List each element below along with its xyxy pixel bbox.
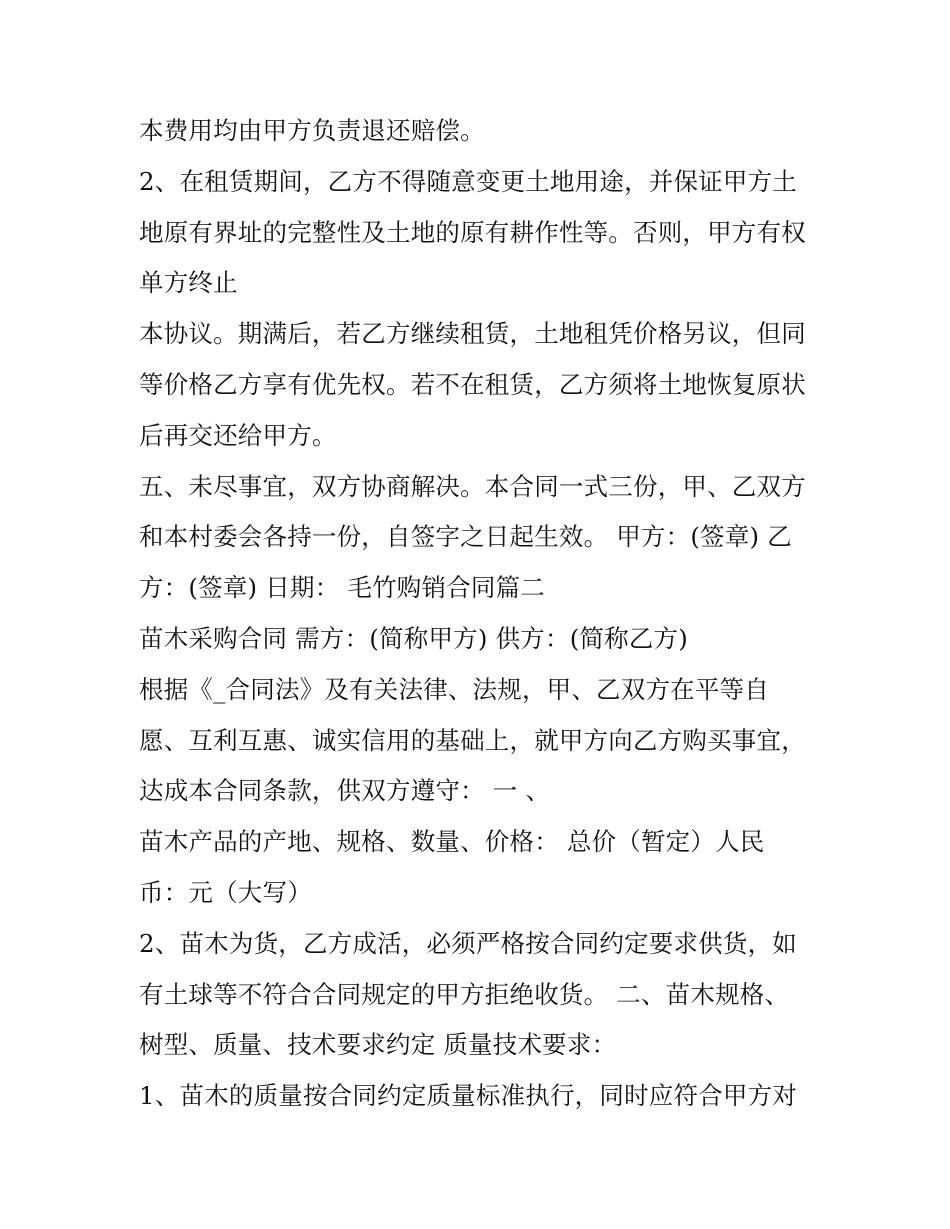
text-line: 等价格乙方享有优先权。若不在租赁，乙方须将土地恢复原状 — [139, 369, 806, 399]
text-line: 和本村委会各持一份，自签字之日起生效。 甲方：(签章) 乙 — [139, 522, 792, 552]
text-line: 地原有界址的完整性及土地的原有耕作性等。否则，甲方有权 — [139, 217, 806, 247]
text-line: 愿、互利互惠、诚实信用的基础上，就甲方向乙方购买事宜， — [139, 725, 806, 755]
text-line: 苗木产品的产地、规格、数量、价格： 总价（暂定）人民 — [139, 827, 765, 857]
text-line: 币：元（大写） — [139, 877, 312, 907]
contract-text-body — [139, 106, 829, 1122]
text-line: 苗木采购合同 需方：(简称甲方) 供方：(简称乙方) — [139, 623, 689, 653]
text-line: 根据《_合同法》及有关法律、法规，甲、乙双方在平等自 — [139, 674, 769, 704]
text-line: 方：(签章) 日期： 毛竹购销合同篇二 — [139, 573, 545, 603]
text-line: 单方终止 — [139, 268, 238, 298]
text-line: 1、苗木的质量按合同约定质量标准执行，同时应符合甲方对 — [139, 1081, 797, 1111]
text-line: 达成本合同条款，供双方遵守： 一 、 — [139, 776, 551, 806]
text-line: 2、在租赁期间，乙方不得随意变更土地用途，并保证甲方土 — [139, 166, 797, 196]
text-line: 2、苗木为货，乙方成活，必须严格按合同约定要求供货，如 — [139, 928, 797, 958]
text-line: 有土球等不符合合同规定的甲方拒绝收货。 二、苗木规格、 — [139, 979, 790, 1009]
text-line: 本费用均由甲方负责退还赔偿。 — [139, 116, 485, 145]
text-line: 本协议。期满后，若乙方继续租赁，土地租凭价格另议，但同 — [139, 319, 806, 349]
text-line: 五、未尽事宜，双方协商解决。本合同一式三份，甲、乙双方 — [139, 471, 806, 501]
text-line: 后再交还给甲方。 — [139, 420, 337, 450]
text-line: 树型、质量、技术要求约定 质量技术要求： — [139, 1030, 617, 1060]
